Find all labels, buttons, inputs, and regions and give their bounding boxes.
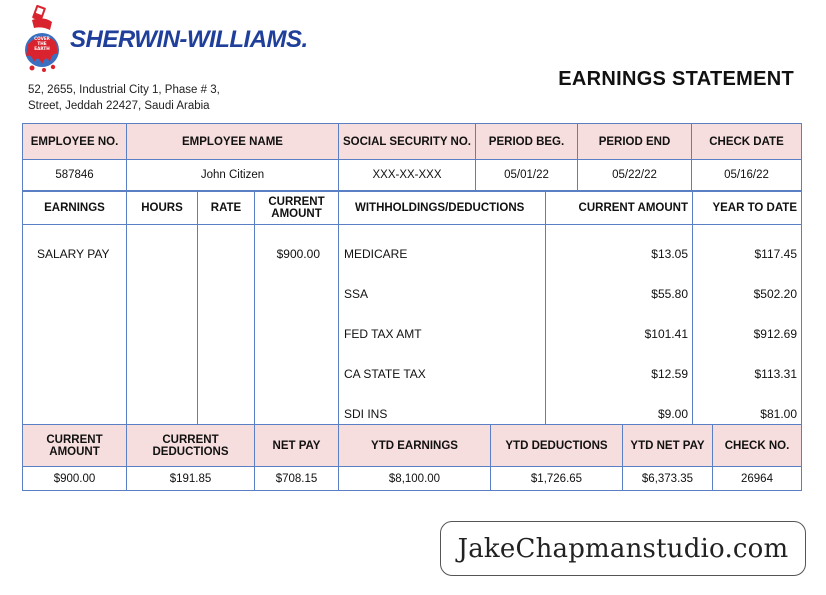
employee-name-header: EMPLOYEE NAME (127, 124, 339, 160)
rate-header: RATE (198, 192, 255, 225)
employee-info-table (22, 123, 802, 191)
deduction-ytd: $81.00 (760, 407, 797, 421)
deduction-name: SDI INS (344, 407, 388, 421)
deduction-name: FED TAX AMT (344, 327, 422, 341)
deduction-name: SSA (344, 287, 369, 301)
earnings-header: EARNINGS (23, 192, 127, 225)
deduction-current: $12.59 (651, 367, 688, 381)
summary-table (22, 424, 802, 491)
withholding-current-header: CURRENT AMOUNT (546, 192, 693, 225)
company-name: SHERWIN-WILLIAMS. (70, 26, 308, 53)
period-beg: 05/01/22 (476, 160, 578, 191)
deduction-current-column (546, 225, 693, 458)
earnings-deductions-table (22, 191, 802, 458)
period-end: 05/22/22 (578, 160, 692, 191)
earning-amount: $900.00 (276, 247, 320, 261)
svg-text:EARTH: EARTH (34, 46, 50, 51)
ytd-header: YEAR TO DATE (693, 192, 802, 225)
summary-ytd-deductions: $1,726.65 (491, 467, 623, 491)
employee-no-header: EMPLOYEE NO. (23, 124, 127, 160)
deduction-current: $55.80 (651, 287, 688, 301)
cover-the-earth-logo-icon (22, 4, 66, 76)
check-date: 05/16/22 (692, 160, 802, 191)
summary-net-pay-header: NET PAY (255, 425, 339, 467)
document-title: EARNINGS STATEMENT (558, 68, 794, 90)
current-amount-header: CURRENT AMOUNT (255, 192, 339, 225)
rate-column (198, 225, 255, 458)
summary-current-deductions-header: CURRENT DEDUCTIONS (127, 425, 255, 467)
summary-check-no: 26964 (713, 467, 802, 491)
deduction-ytd: $912.69 (753, 327, 797, 341)
address-line-2: Street, Jeddah 22427, Saudi Arabia (28, 100, 210, 112)
deduction-ytd: $113.31 (754, 367, 797, 381)
summary-current-amount: $900.00 (23, 467, 127, 491)
deduction-current: $13.05 (651, 247, 688, 261)
summary-ytd-earnings: $8,100.00 (339, 467, 491, 491)
period-end-header: PERIOD END (578, 124, 692, 160)
summary-ytd-deductions-header: YTD DEDUCTIONS (491, 425, 623, 467)
company-logo (22, 4, 308, 80)
employee-no: 587846 (23, 160, 127, 191)
deduction-ytd-column (693, 225, 802, 458)
address-line-1: 52, 2655, Industrial City 1, Phase # 3, (28, 84, 220, 96)
summary-check-no-header: CHECK NO. (713, 425, 802, 467)
employee-name: John Citizen (127, 160, 339, 191)
summary-ytd-net-pay-header: YTD NET PAY (623, 425, 713, 467)
hours-header: HOURS (127, 192, 198, 225)
deduction-name: MEDICARE (344, 247, 408, 261)
deduction-current: $101.41 (644, 327, 688, 341)
summary-ytd-net-pay: $6,373.35 (623, 467, 713, 491)
summary-current-amount-header: CURRENT AMOUNT (23, 425, 127, 467)
deduction-ytd: $117.45 (754, 247, 797, 261)
watermark-badge: JakeChapmanstudio.com (440, 521, 806, 576)
ssn: XXX-XX-XXX (339, 160, 476, 191)
deduction-name: CA STATE TAX (344, 367, 426, 381)
deduction-ytd: $502.20 (753, 287, 797, 301)
withholdings-header: WITHHOLDINGS/DEDUCTIONS (339, 192, 546, 225)
summary-ytd-earnings-header: YTD EARNINGS (339, 425, 491, 467)
check-date-header: CHECK DATE (692, 124, 802, 160)
summary-net-pay: $708.15 (255, 467, 339, 491)
summary-current-deductions: $191.85 (127, 467, 255, 491)
logo-text: COVER (34, 36, 50, 41)
deduction-names-column (339, 225, 546, 458)
period-beg-header: PERIOD BEG. (476, 124, 578, 160)
earning-description: SALARY PAY (37, 247, 110, 261)
hours-column (127, 225, 198, 458)
earnings-column (23, 225, 127, 458)
ssn-header: SOCIAL SECURITY NO. (339, 124, 476, 160)
deduction-current: $9.00 (657, 407, 688, 421)
svg-text:THE: THE (37, 41, 47, 46)
company-address (28, 82, 220, 114)
current-amount-column (255, 225, 339, 458)
